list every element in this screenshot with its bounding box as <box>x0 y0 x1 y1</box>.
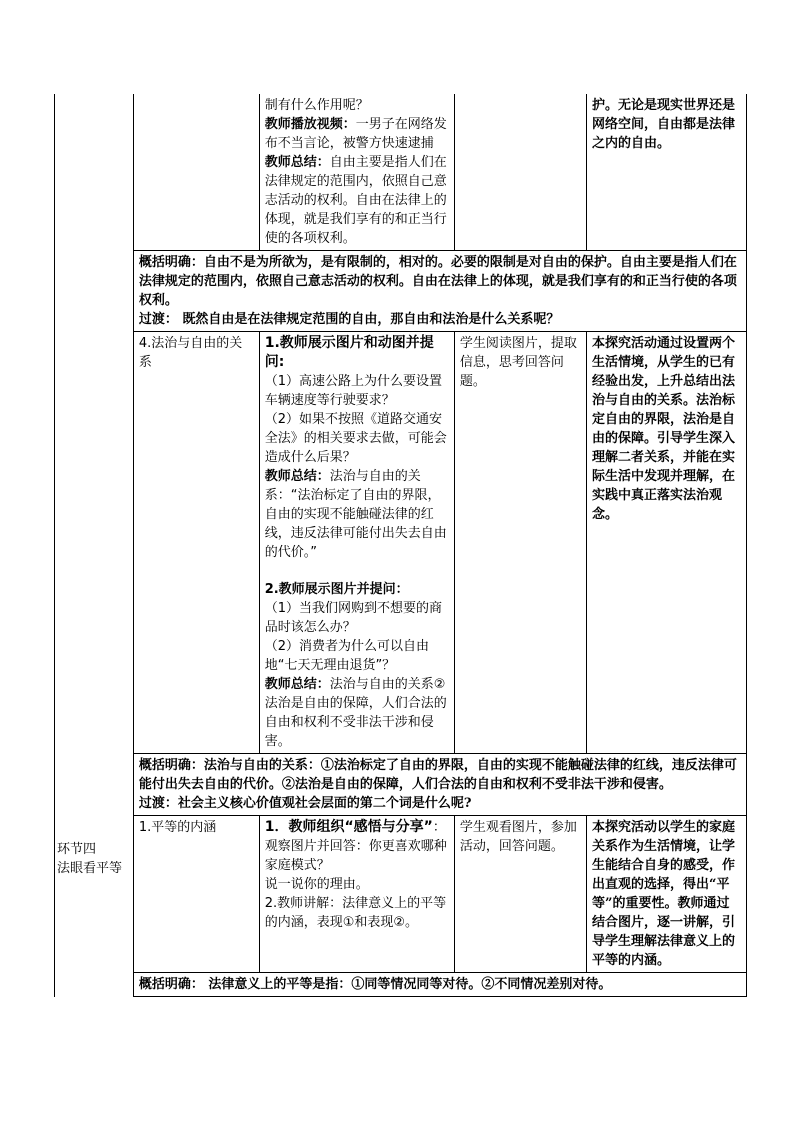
teacher-step-title: 1.教师展示图片和动图并提问: <box>264 335 434 370</box>
lesson-plan-table <box>54 94 747 997</box>
summary-cell <box>133 973 746 997</box>
summary-text: 概括明确：自由不是为所欲为，是有限制的，相对的。必要的限制是对自由的保护。自由主要是指人们在法律规定的范围内，依照自己意志活动的权利。自由在法律上的体现，就是我们享有的和正当行使的各项权利。 <box>138 255 737 308</box>
table-row <box>55 973 747 997</box>
transition-text: 过渡： 既然自由是在法律规定范围的自由，那自由和法治是什么关系呢？ <box>138 312 560 327</box>
design-intent-cell: 本探究活动以学生的家庭关系作为生活情境，让学生能结合自身的感受，作出直观的选择，得出“平等”的重要性。教师通过结合图片，逐一讲解，引导学生理解法律意义上的平等的内涵。 <box>587 816 747 973</box>
transition-text: 过渡：社会主义核心价值观社会层面的第二个词是什么呢? <box>138 796 472 811</box>
question-text: （2）如果不按照《道路交通安全法》的相关要求去做，可能会造成什么后果？ <box>264 412 447 465</box>
summary-text: 概括明确：法治与自由的关系：①法治标定了自由的界限，自由的实现不能触碰法律的红线，违反法律可能付出失去自由的代价。②法治是自由的保障，人们合法的自由和权利不受非法干涉和侵害。 <box>138 758 737 792</box>
table-row <box>55 332 747 754</box>
question-text: （1）当我们网购到不想要的商品时该怎么办？ <box>264 601 442 635</box>
content-cell <box>133 94 259 251</box>
teacher-step: 1．教师组织“感悟与分享”：观察图片并回答：你更喜欢哪种家庭模式？ <box>264 819 447 873</box>
student-activity-cell <box>454 94 586 251</box>
content-cell: 4.法治与自由的关系 <box>133 332 259 754</box>
teacher-activity-cell <box>259 332 454 754</box>
table-row <box>55 816 747 973</box>
table-row <box>55 251 747 332</box>
stage-label: 环节四 法眼看平等 <box>57 842 123 876</box>
student-activity-cell: 学生阅读图片，提取信息，思考回答问题。 <box>454 332 586 754</box>
summary-cell <box>133 754 746 816</box>
summary-text: 概括明确： 法律意义上的平等是指：①同等情况同等对待。②不同情况差别对待。 <box>138 977 612 992</box>
design-intent-cell: 护。无论是现实世界还是网络空间，自由都是法律之内的自由。 <box>587 94 747 251</box>
teacher-step-title: 2.教师展示图片并提问： <box>264 582 409 597</box>
teacher-text: 教师播放视频：一男子在网络发布不当言论，被警方快速逮捕 <box>264 117 447 151</box>
teacher-text: 说一说你的理由。 <box>264 877 369 892</box>
summary-cell <box>133 251 746 332</box>
table-row <box>55 94 747 251</box>
teacher-activity-cell <box>259 94 454 251</box>
teacher-summary: 教师总结：法治与自由的关系：“法治标定了自由的界限，自由的实现不能触碰法律的红线，违反法律可能付出失去自由的代价。” <box>264 469 447 560</box>
design-intent-cell: 本探究活动通过设置两个生活情境，从学生的已有经验出发，上升总结出法治与自由的关系。法治标定自由的界限，法治是自由的保障。引导学生深入理解二者关系，并能在实际生活中发现并理解，在实践中真正落实法治观念。 <box>587 332 747 754</box>
content-cell: 1.平等的内涵 <box>133 816 259 973</box>
teacher-activity-cell <box>259 816 454 973</box>
teacher-text: 教师总结：自由主要是指人们在法律规定的范围内，依照自己意志活动的权利。自由在法律上的体现，就是我们享有的和正当行使的各项权利。 <box>264 155 447 246</box>
teacher-summary: 教师总结：法治与自由的关系②法治是自由的保障，人们合法的自由和权利不受非法干涉和侵害。 <box>264 677 447 749</box>
question-text: （1）高速公路上为什么要设置车辆速度等行驶要求？ <box>264 374 442 408</box>
question-text: （2）消费者为什么可以自由地“七天无理由退货”？ <box>264 639 429 673</box>
table-row <box>55 754 747 816</box>
teacher-text: 制有什么作用呢？ <box>264 98 369 113</box>
student-activity-cell: 学生观看图片，参加活动，回答问题。 <box>454 816 586 973</box>
teacher-text: 2.教师讲解：法律意义上的平等的内涵，表现①和表现②。 <box>264 896 447 930</box>
